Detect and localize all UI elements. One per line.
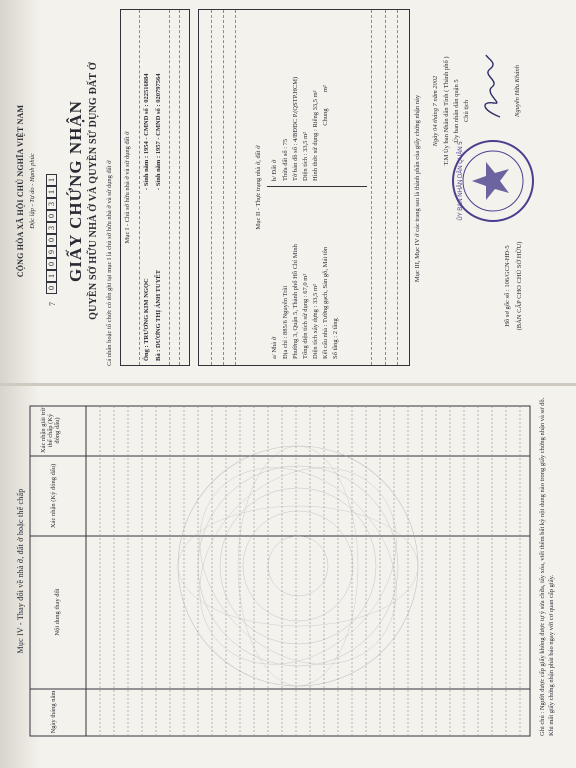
house-line: Kết cấu nhà : Tường gạch, Sàn gỗ, Mái tôn [322, 246, 329, 359]
land-line: Hình thức sử dụng : Riêng 33,5 m² [312, 90, 319, 181]
owner-2-name: Bà : DƯƠNG THỊ ÁNH TUYẾT [155, 269, 162, 361]
ruled-line [397, 10, 398, 365]
signer-name: Nguyễn Hữu Khánh [514, 65, 521, 117]
divider [139, 10, 140, 365]
land-line: Tờ bản đồ số : 4/BĐĐC P.(QSTP.HCM) [292, 76, 299, 181]
serial-number-boxes [46, 174, 57, 294]
issuer-line-3: Chủ tịch [463, 99, 470, 123]
serial-digit: 1 [46, 186, 57, 198]
serial-digit: 0 [46, 282, 57, 294]
section1-box [120, 9, 190, 366]
left-page [8, 386, 568, 756]
section4-table [8, 401, 536, 756]
ruled-line [235, 10, 236, 365]
section4-title: Mục IV - Thay đổi về nhà ở, đất ở hoặc thế chấp [16, 488, 25, 654]
issue-date: Ngày 04 tháng 7 năm 2002 [432, 75, 439, 147]
section2-title: Mục II - Thực trạng nhà ở, đất ở [255, 145, 262, 230]
intro-text: Cá nhân hoặc tổ chức có tên ghi tại mục I là chủ sở hữu nhà ở và sử dụng đất ở [106, 160, 113, 366]
section2-box [198, 9, 410, 366]
land-heading: b/ Đất ở [271, 159, 278, 181]
serial-digit: 0 [46, 258, 57, 270]
house-line: Số tầng : 2 tầng [332, 318, 339, 359]
motto: Độc lập - Tự do - Hạnh phúc [29, 153, 36, 229]
ruled-line [371, 10, 372, 365]
house-line: Địa chỉ : 885/6 Nguyễn Trãi [282, 285, 289, 359]
house-line: Phường 3, Quận 5, Thành phố Hồ Chí Minh [292, 244, 299, 359]
ruled-line [169, 10, 170, 365]
land-line: Diện tích : 33,5 m² [302, 131, 309, 181]
house-line: Diện tích xây dựng : 33,5 m² [312, 284, 319, 359]
ruled-line [179, 10, 180, 365]
section1-title: Mục I - Chủ sở hữu nhà ở và sử dụng đất ở [124, 131, 131, 244]
owner-1-name: Ông : TRƯƠNG KIM NGỌC [143, 278, 150, 361]
republic-header: CỘNG HÒA XÃ HỘI CHỦ NGHĨA VIỆT NAM [16, 104, 25, 278]
serial-digit: 3 [46, 198, 57, 210]
house-heading: a/ Nhà ở [271, 336, 278, 359]
house-line: Tổng diện tích sử dụng : 67,0 m² [302, 273, 309, 359]
issuer-line-2: Ủy ban nhân dân quận 5 [453, 79, 460, 143]
sections-note: Mục III, Mục IV ở các trang sau là thành phần của giấy chứng nhận này [414, 94, 421, 283]
serial-digit: 1 [46, 270, 57, 282]
official-stamp-seal [448, 136, 538, 226]
owner-1-birth: - Sinh năm : 1954 - CMND số : 022516884 [143, 73, 150, 190]
ruled-line [211, 10, 212, 365]
column-confirm: Xác nhận (Ký đóng dấu) [50, 463, 57, 529]
warning-note: Ghi chú : Người được cấp giấy không được tự ý sửa chữa, tẩy xóa, viết thêm bất kỳ nội dung nào trong giấy chứng nhận và sơ đồ. Khi mất giấy chứng nhận phải báo ngay với cơ quan cấp giấy. [539, 397, 555, 736]
serial-digit: 9 [46, 246, 57, 258]
signature-mark [476, 51, 506, 121]
file-number: Hồ sơ gốc số : 106/GCN-HĐ-5 [504, 245, 511, 327]
land-line: Chung m² [322, 85, 329, 181]
copy-note: (BẢN CẤP CHO CHỦ SỞ HỮU) [516, 241, 523, 331]
watermark-guilloche [160, 428, 436, 704]
serial-digit: 3 [46, 222, 57, 234]
certificate-title: GIẤY CHỨNG NHẬN [66, 100, 85, 282]
serial-digit: 0 [46, 234, 57, 246]
issuer-line-1: T.M Ủy ban Nhân dân Tỉnh ( Thành phố ) [443, 56, 450, 166]
owner-2-birth: - Sinh năm : 1957 - CMND số : 020797564 [155, 73, 162, 190]
svg-text:ỦY BAN NHÂN DÂN QUẬN 5: ỦY BAN NHÂN DÂN QUẬN 5 [458, 141, 464, 221]
certificate-subtitle: QUYỀN SỞ HỮU NHÀ Ở VÀ QUYỀN SỬ DỤNG ĐẤT Ở [88, 62, 99, 320]
ruled-line [223, 10, 224, 365]
land-line: Thửa đất số : 75 [282, 138, 289, 181]
serial-prefix: 7 [48, 302, 57, 306]
column-divider [267, 186, 367, 187]
right-page [8, 6, 568, 376]
serial-digit: 0 [46, 210, 57, 222]
serial-digit: 1 [46, 174, 57, 186]
column-changes: Nội dung thay đổi [54, 588, 61, 636]
column-release-mortgage: Xác nhận giải trừ thế chấp (Ký đóng dấu) [40, 407, 61, 454]
column-date: Ngày tháng năm [50, 690, 57, 734]
ruled-line [385, 10, 386, 365]
